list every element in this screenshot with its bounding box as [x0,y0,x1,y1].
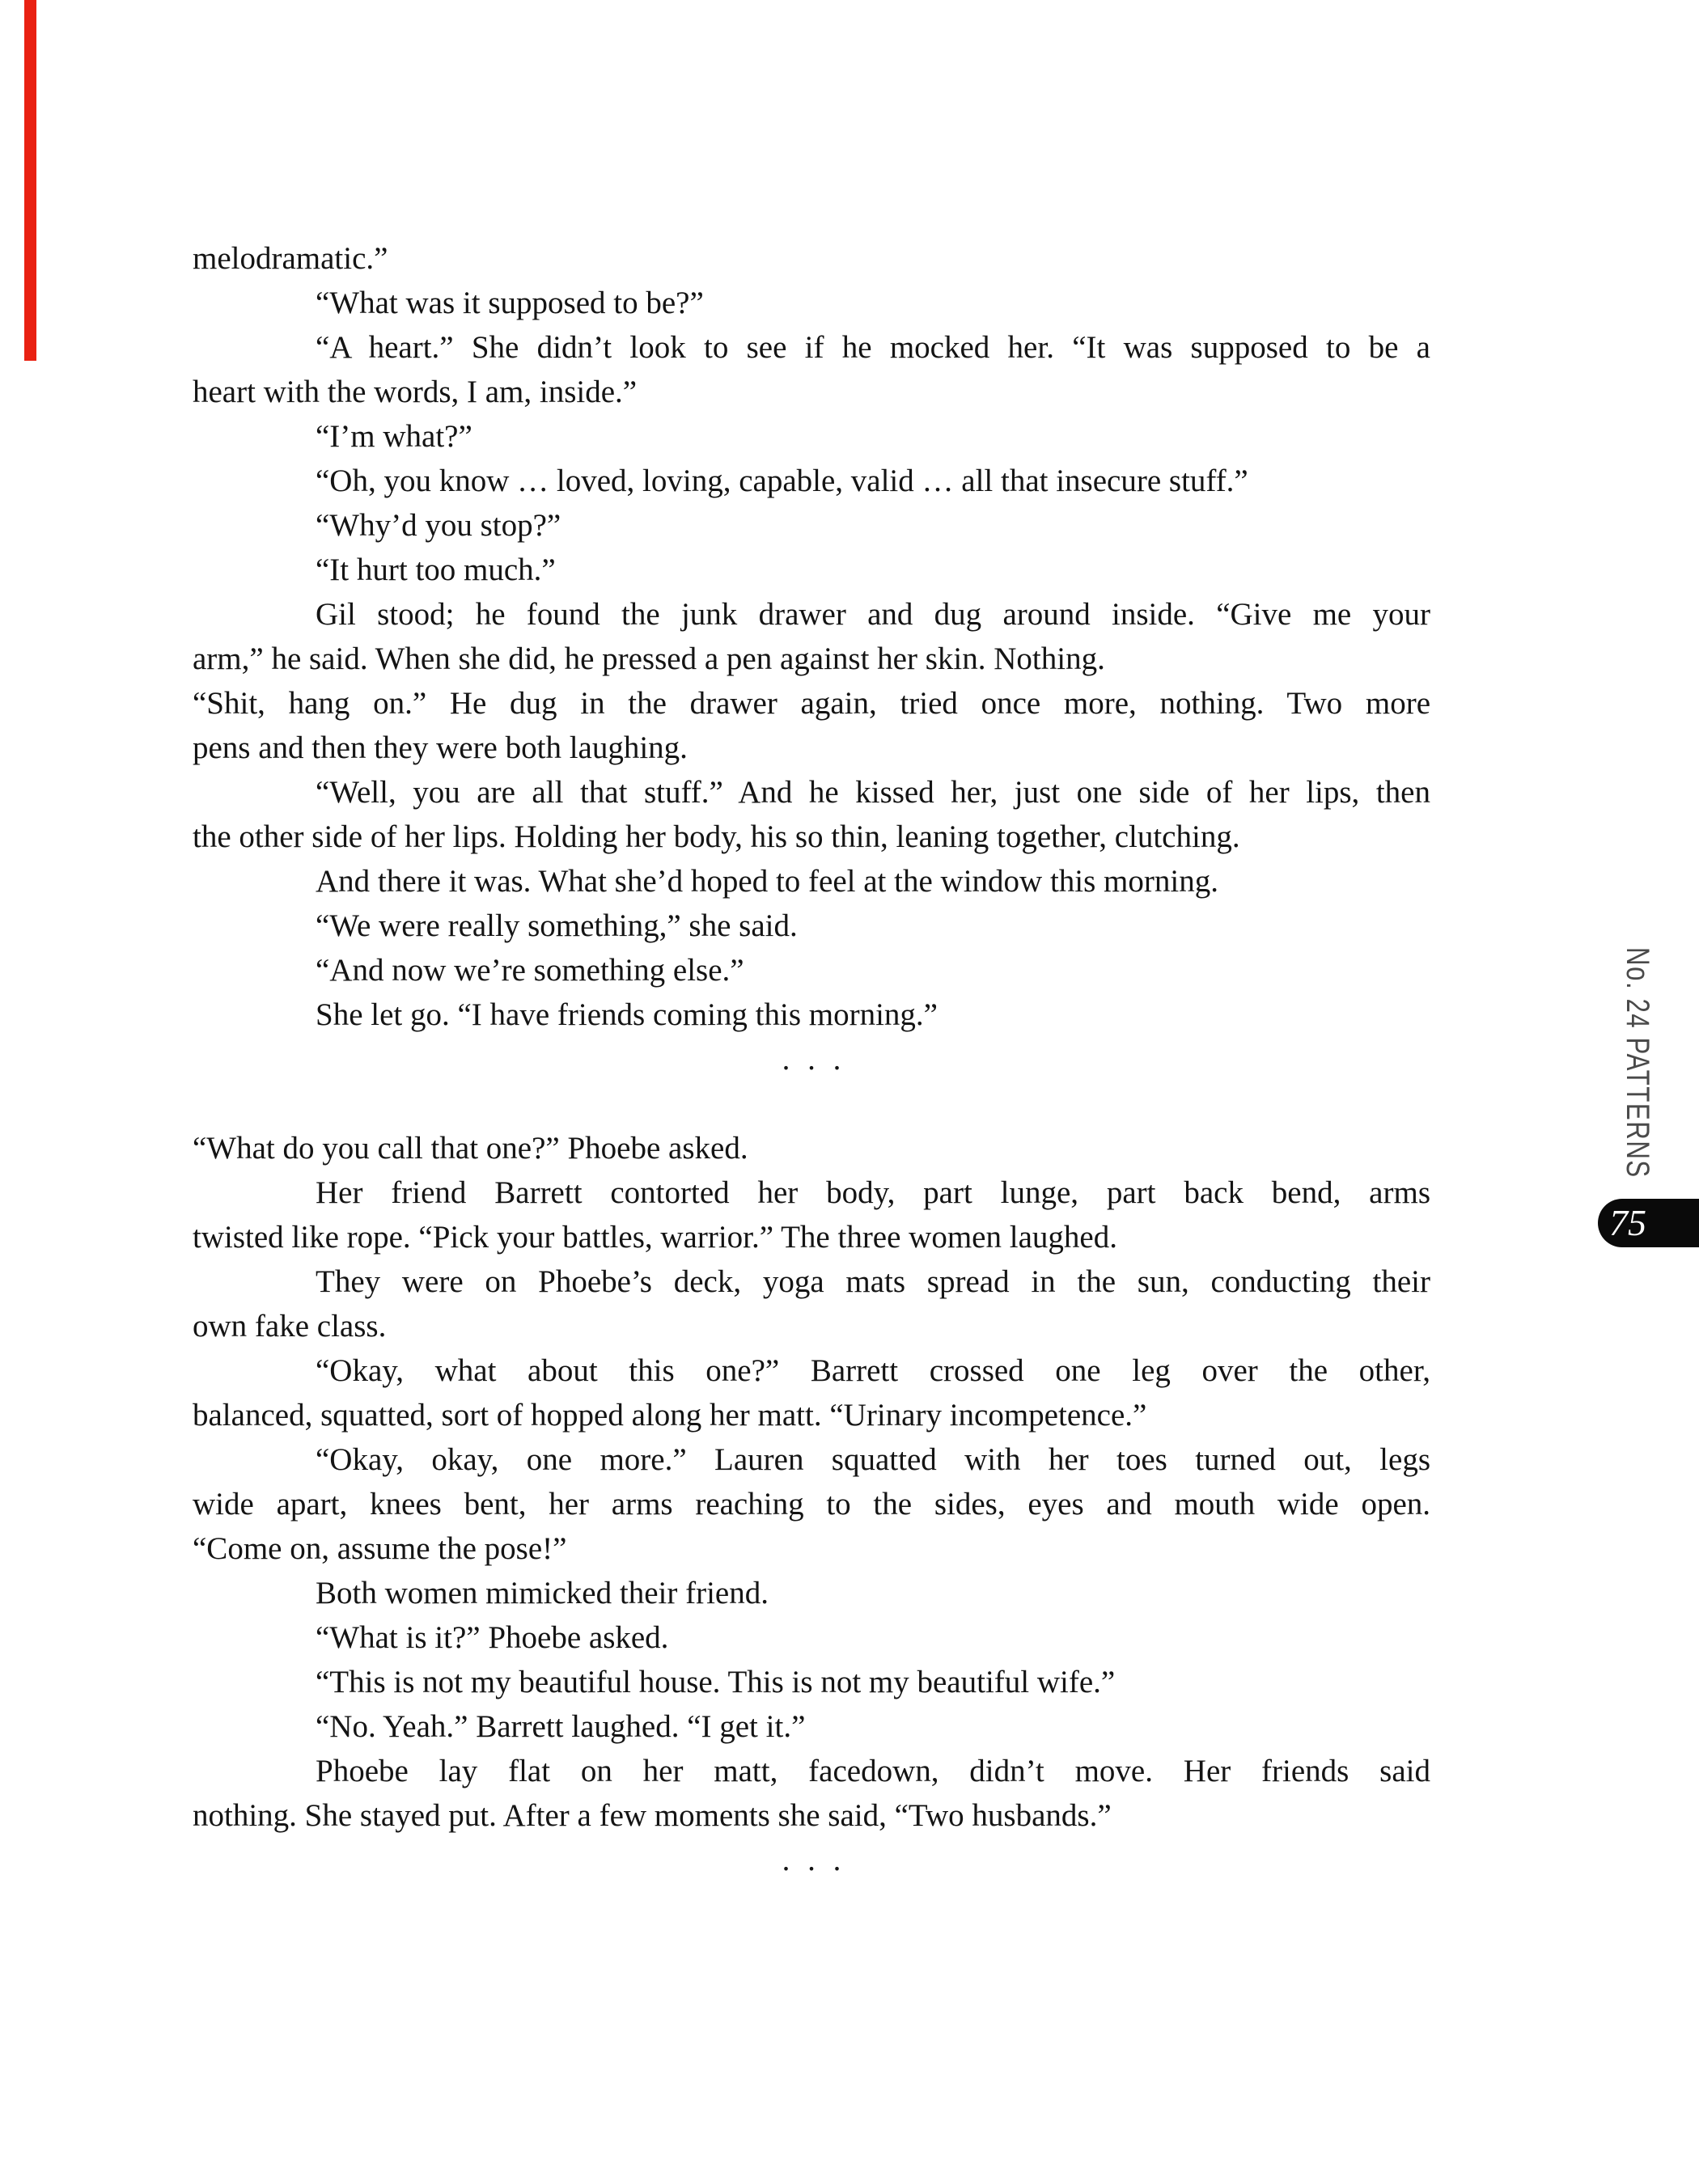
text-line: “Okay, what about this one?” Barrett crossed one leg over the other, [316,1353,1430,1388]
text-line: “This is not my beautiful house. This is not my beautiful wife.” [316,1665,1116,1699]
text-line: twisted like rope. “Pick your battles, warrior.” The three women laughed. [193,1220,1117,1255]
text-line: And there it was. What she’d hoped to feel at the window this morning. [316,864,1218,899]
text-line: Phoebe lay flat on her matt, facedown, didn’t move. Her friends said [316,1754,1430,1788]
page-number-badge [1598,1199,1699,1247]
text-line: “What do you call that one?” Phoebe asked. [193,1131,748,1166]
text-line: Her friend Barrett contorted her body, part lunge, part back bend, arms [316,1175,1430,1210]
text-line: “What is it?” Phoebe asked. [316,1620,669,1655]
text-line: melodramatic.” [193,241,388,276]
page-number: 75 [1609,1202,1646,1243]
text-line: “A heart.” She didn’t look to see if he mocked her. “It was supposed to be a [316,330,1430,365]
text-line: “Well, you are all that stuff.” And he kissed her, just one side of her lips, then [316,775,1430,810]
text-line: “Come on, assume the pose!” [193,1531,567,1566]
section-separator: . . . [782,1843,841,1877]
page-text [193,236,1430,1882]
text-line: She let go. “I have friends coming this morning.” [316,997,938,1032]
text-line: “And now we’re something else.” [316,953,744,988]
text-line: “Why’d you stop?” [316,508,561,543]
text-line: Both women mimicked their friend. [316,1576,769,1610]
text-line: own fake class. [193,1309,387,1344]
text-line: “No. Yeah.” Barrett laughed. “I get it.” [316,1709,806,1744]
text-line: arm,” he said. When she did, he pressed a pen against her skin. Nothing. [193,641,1105,676]
text-line: “Oh, you know … loved, loving, capable, valid … all that insecure stuff.” [316,463,1248,498]
text-line: “It hurt too much.” [316,552,556,587]
text-line: “Okay, okay, one more.” Lauren squatted with her toes turned out, legs [316,1442,1430,1477]
text-line: “We were really something,” she said. [316,908,798,943]
text-line: nothing. She stayed put. After a few moments she said, “Two husbands.” [193,1798,1112,1833]
text-line: balanced, squatted, sort of hopped along her matt. “Urinary incompetence.” [193,1398,1147,1433]
text-line: They were on Phoebe’s deck, yoga mats spread in the sun, conducting their [316,1264,1430,1299]
text-line: pens and then they were both laughing. [193,730,688,765]
text-line: the other side of her lips. Holding her body, his so thin, leaning together, clutching. [193,819,1240,854]
text-line: “What was it supposed to be?” [316,286,704,320]
chapter-sidebar-label: No. 24 PATTERNS [1620,947,1655,1179]
text-line: Gil stood; he found the junk drawer and dug around inside. “Give me your [316,597,1430,632]
text-line: wide apart, knees bent, her arms reaching to the sides, eyes and mouth wide open. [193,1487,1430,1522]
text-line: heart with the words, I am, inside.” [193,375,638,409]
text-line: “Shit, hang on.” He dug in the drawer again, tried once more, nothing. Two more [193,686,1430,721]
section-separator: . . . [782,1042,841,1077]
text-line: “I’m what?” [316,419,472,454]
bookmark-ribbon [24,0,36,361]
blank-line [193,1081,1430,1126]
